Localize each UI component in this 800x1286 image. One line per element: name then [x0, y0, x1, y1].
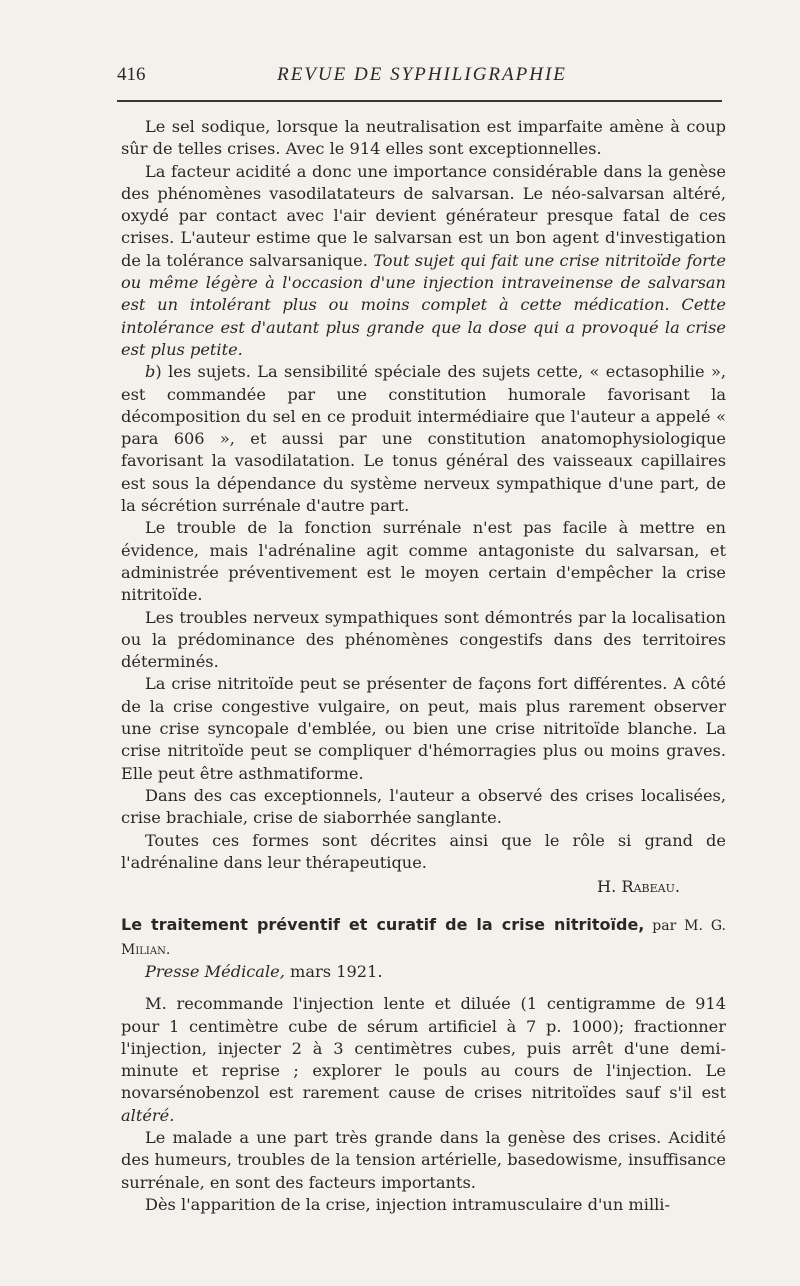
author-signature [121, 876, 726, 898]
paragraph-text: Toutes ces formes sont décrites ainsi que le rôle si grand de l'adrénaline dans leur thérapeutique. [121, 830, 726, 872]
paragraph-text: ) les sujets. La sensibilité spéciale des sujets cette, « ectasophilie », est commandée par une constitution humorale favorisant la décomposition du sel en ce produit intermédiaire que l'auteur a appelé « para 606 », et aussi par une constitution anatomophysiologique favorisant la vasodilatation. Le tonus général des vaisseaux capillaires est sous la dépendance du système nerveux sympathique d'une part, de la sécrétion surrénale d'autre part. [121, 362, 726, 516]
paragraph-text: Dans des cas exceptionnels, l'auteur a observé des crises localisées, crise brachiale, crise de siaborrhée sanglante. [121, 785, 726, 828]
paragraph-text: Le trouble de la fonction surrénale n'est pas facile à mettre en évidence, mais l'adrénaline agit comme antagoniste du salvarsan, et administrée préventivement est le moyen certain d'empêcher la crise nitritoïde. [121, 518, 726, 605]
paragraph-text: La facteur acidité a donc une importance considérable dans la genèse des phénomènes vasodilatateurs de salvarsan. Le néo-salvarsan altéré, oxydé par contact avec l'air devient générateur presque fatal de ces crises. L'auteur estime que le salvarsan est un bon agent d'investigation de la tolérance salvarsanique. [121, 161, 726, 270]
source-journal: Presse Médicale, [145, 961, 285, 981]
journal-title: REVUE DE SYPHILIGRAPHIE [277, 64, 567, 85]
paragraph-text: Les troubles nerveux sympathiques sont démontrés par la localisation ou la prédominance des phénomènes congestifs dans des territoires déterminés. [121, 607, 726, 672]
abstract-source [121, 961, 726, 983]
paragraph-text: Dès l'apparition de la crise, injection intramusculaire d'un milli- [145, 1194, 670, 1214]
signature-name: Rabeau. [621, 877, 680, 897]
paragraph [121, 116, 726, 161]
paragraph [121, 1194, 726, 1216]
abstract-author-name: Milian. [121, 941, 171, 958]
header-rule [117, 100, 722, 102]
paragraph [121, 993, 726, 1127]
paragraph-italic-text: altéré. [121, 1105, 175, 1125]
signature-initial: H. [596, 877, 622, 897]
paragraph [121, 830, 726, 875]
paragraph-text: Le malade a une part très grande dans la genèse des crises. Acidité des humeurs, troubles de la tension artérielle, basedowisme, insuffisance surrénale, en sont des facteurs importants. [121, 1128, 726, 1192]
list-marker: b [145, 362, 156, 382]
paragraph [121, 785, 726, 830]
abstract-author-prefix: par M. G. [644, 918, 726, 935]
paragraph-italic-text: Tout sujet qui fait une crise nitritoïde forte ou même légère à l'occasion d'une injection intraveinense de salvarsan est un intolérant plus ou moins complet à cette médication. Cette intolérance est d'autant plus grande que la dose qui a provoqué la crise est plus petite. [121, 250, 726, 359]
paragraph [121, 361, 726, 517]
paragraph [121, 607, 726, 674]
abstract-title: Le traitement préventif et curatif de la crise nitritoïde, [121, 915, 645, 935]
paragraph [121, 517, 726, 606]
source-date: mars 1921. [284, 961, 383, 981]
paragraph [121, 673, 726, 784]
paragraph-text: Le sel sodique, lorsque la neutralisation est imparfaite amène à coup sûr de telles crises. Avec le 914 elles sont exceptionnelles. [121, 117, 726, 159]
article-body [121, 116, 726, 1216]
paragraph-text: M. recommande l'injection lente et diluée (1 centigramme de 914 pour 1 centimètre cube de sérum artificiel à 7 p. 1000); fractionner l'injection, injecter 2 à 3 centimètres cubes, puis arrêt d'une demi-minute et reprise ; explorer le pouls au cours de l'injection. Le novarsénobenzol est rarement cause de crises nitritoïdes sauf s'il est [121, 994, 726, 1103]
paragraph [121, 161, 726, 362]
paragraph [121, 1127, 726, 1194]
abstract-heading [121, 914, 726, 961]
paragraph-text: La crise nitritoïde peut se présenter de façons fort différentes. A côté de la crise congestive vulgaire, on peut, mais plus rarement observer une crise syncopale d'emblée, ou bien une crise nitritoïde blanche. La crise nitritoïde peut se compliquer d'hémorragies plus ou moins graves. Elle peut être asthmatiforme. [121, 674, 726, 783]
page-header [117, 64, 727, 94]
page-number: 416 [117, 64, 146, 85]
